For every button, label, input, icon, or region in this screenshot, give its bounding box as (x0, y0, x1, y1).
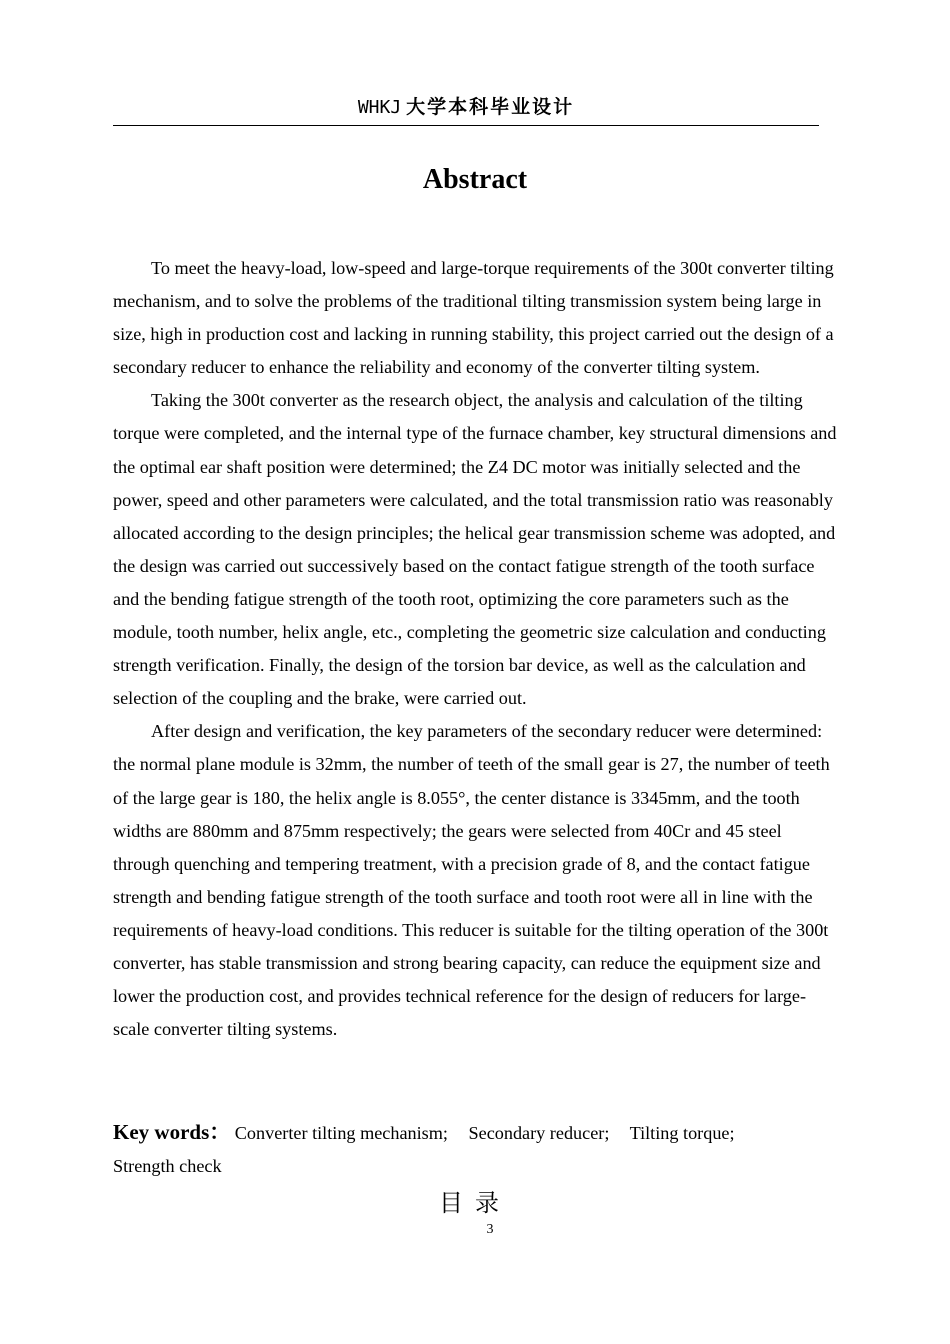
abstract-paragraph-2: Taking the 300t converter as the research object, the analysis and calculation of the tilting torque were completed, and the internal type of the furnace chamber, key structural dimensions and the optimal ear shaft position were determined; the Z4 DC motor was initially selected and the power, speed and other parameters were calculated, and the total transmission ratio was reasonably allocated according to the design principles; the helical gear transmission scheme was adopted, and the design was carried out successively based on the contact fatigue strength of the tooth surface and the bending fatigue strength of the tooth root, optimizing the core parameters such as the module, tooth number, helix angle, etc., completing the geometric size calculation and conducting strength verification. Finally, the design of the torsion bar device, as well as the calculation and selection of the coupling and the brake, were carried out. (113, 390, 837, 709)
header-cjk-text: 大学本科毕业设计 (406, 96, 575, 118)
toc-heading: 目录 (439, 1189, 511, 1217)
keyword-item: Tilting torque; (629, 1123, 735, 1143)
page-number: 3 (486, 1222, 494, 1237)
keywords-label: Key words： (113, 1120, 231, 1144)
abstract-paragraph-3: After design and verification, the key parameters of the secondary reducer were determined: the normal plane module is 32mm, the number of teeth of the small gear is 27, the number of teeth of the large gear is 180, the helix angle is 8.055°, the center distance is 3345mm, and the tooth widths are 880mm and 875mm respectively; the gears were selected from 40Cr and 45 steel through quenching and tempering treatment, with a precision grade of 8, and the contact fatigue strength and bending fatigue strength of the tooth surface and tooth root were all in line with the requirements of heavy-load conditions. This reducer is suitable for the tilting operation of the 300t converter, has stable transmission and strong bearing capacity, can reduce the equipment size and lower the production cost, and provides technical reference for the design of reducers for large-scale converter tilting systems. (113, 721, 830, 1040)
abstract-title: Abstract (422, 164, 528, 195)
abstract-paragraph-1: To meet the heavy-load, low-speed and large-torque requirements of the 300t converter tilting mechanism, and to solve the problems of the traditional tilting transmission system being large in size, high in production cost and lacking in running stability, this project carried out the design of a secondary reducer to enhance the reliability and economy of the converter tilting system. (113, 258, 834, 378)
keyword-item: Converter tilting mechanism; (234, 1123, 448, 1143)
keyword-item: Strength check (113, 1156, 222, 1177)
header-rule (113, 125, 819, 126)
header-latin-text: WHKJ (357, 97, 402, 118)
running-header (113, 92, 819, 123)
keyword-item: Secondary reducer; (468, 1123, 610, 1143)
abstract-body (113, 252, 837, 1046)
keywords-block (113, 1116, 837, 1183)
